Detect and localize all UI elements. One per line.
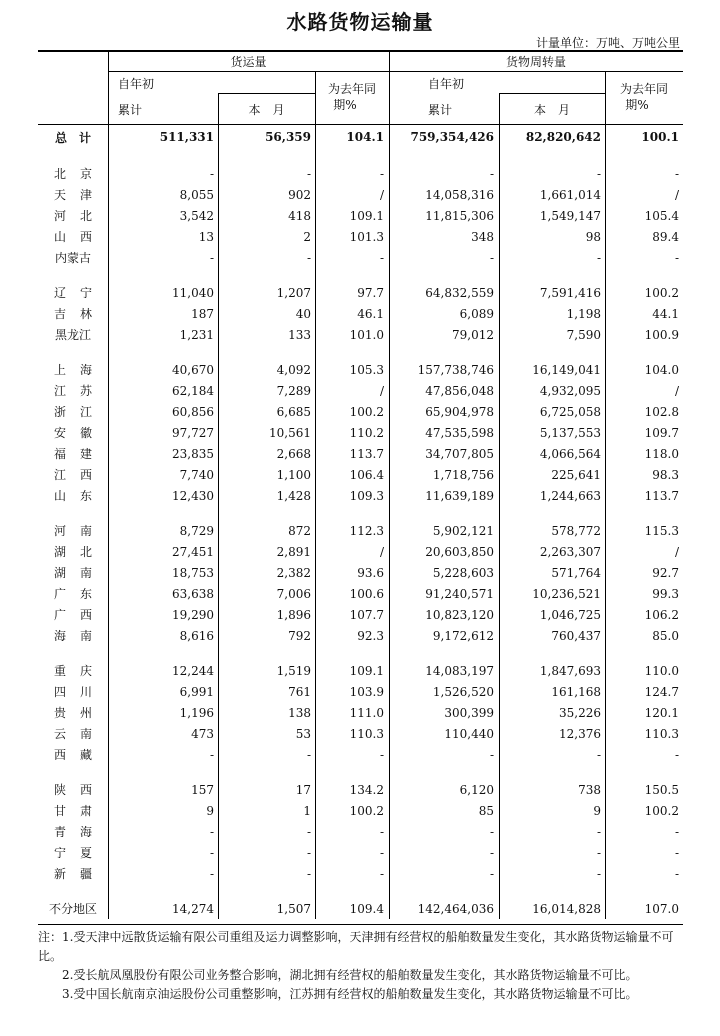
cell-yoy-volume: 101.0 (349, 327, 384, 342)
table-row (38, 443, 683, 464)
cell-month-volume: 1,519 (276, 663, 311, 678)
cell-cum-volume: 6,991 (179, 684, 214, 699)
cell-month-turnover: 12,376 (559, 726, 601, 741)
cell-cum-turnover: 85 (478, 803, 494, 818)
region-label: 山西 (53, 230, 106, 244)
cell-cum-volume: - (209, 166, 214, 181)
cell-yoy-volume: - (379, 845, 384, 860)
region-label: 宁夏 (53, 846, 106, 860)
region-label: 陕西 (53, 783, 106, 797)
cell-month-volume: - (306, 166, 311, 181)
cell-yoy-volume: 110.2 (349, 425, 384, 440)
cell-yoy-turnover: 150.5 (644, 782, 679, 797)
region-label: 河北 (53, 209, 106, 223)
cell-yoy-volume: - (379, 166, 384, 181)
group-spacer (38, 765, 683, 779)
table-body (38, 125, 683, 919)
cell-yoy-turnover: - (674, 866, 679, 881)
page-title: 水路货物运输量 (286, 10, 434, 34)
cell-cum-volume: 11,040 (172, 285, 214, 300)
cell-month-volume: - (306, 824, 311, 839)
cell-month-volume: 138 (288, 705, 311, 720)
cell-yoy-volume: 109.3 (349, 488, 384, 503)
cell-yoy-volume: 92.3 (357, 628, 384, 643)
cell-cum-volume: 187 (191, 306, 214, 321)
cell-cum-volume: 97,727 (172, 425, 214, 440)
cell-cum-volume: 14,274 (172, 901, 214, 916)
header-since-start: 自年初 (118, 77, 155, 91)
cell-yoy-turnover: 100.2 (644, 285, 679, 300)
region-label: 上海 (53, 363, 106, 377)
cell-yoy-turnover: 113.7 (644, 488, 679, 503)
cell-cum-volume: - (209, 250, 214, 265)
cell-month-volume: 40 (295, 306, 311, 321)
data-table (38, 50, 683, 919)
cell-cum-volume: 8,055 (179, 187, 214, 202)
cell-cum-volume: 473 (191, 726, 214, 741)
cell-yoy-turnover: 118.0 (644, 446, 679, 461)
cell-month-volume: 761 (288, 684, 311, 699)
cell-cum-turnover: 79,012 (452, 327, 494, 342)
cell-month-turnover: - (596, 250, 601, 265)
header-since-start-2: 自年初 (428, 77, 465, 91)
region-label: 山东 (53, 489, 106, 503)
region-label: 不分地区 (48, 902, 97, 916)
cell-month-turnover: - (596, 845, 601, 860)
cell-cum-volume: 18,753 (172, 565, 214, 580)
cell-yoy-volume: 113.7 (349, 446, 384, 461)
cell-yoy-volume: 104.1 (346, 130, 384, 144)
header-yoy-line1-2: 为去年同 (619, 82, 668, 96)
cell-yoy-turnover: 104.0 (644, 362, 679, 377)
cell-cum-volume: 8,729 (179, 523, 214, 538)
cell-cum-volume: 12,244 (172, 663, 214, 678)
cell-month-volume: - (306, 845, 311, 860)
cell-yoy-turnover: / (674, 187, 679, 202)
table-row (38, 723, 683, 744)
cell-month-turnover: 5,137,553 (539, 425, 601, 440)
table-row (38, 702, 683, 723)
cell-cum-turnover: 11,815,306 (425, 208, 494, 223)
cell-yoy-turnover: / (674, 383, 679, 398)
region-label: 广西 (53, 608, 106, 622)
cell-month-turnover: 6,725,058 (539, 404, 601, 419)
cell-cum-turnover: 300,399 (444, 705, 494, 720)
region-label: 天津 (53, 188, 106, 202)
cell-yoy-turnover: 120.1 (644, 705, 679, 720)
cell-yoy-volume: 106.4 (349, 467, 384, 482)
table-row (38, 247, 683, 268)
cell-cum-volume: 9 (206, 803, 214, 818)
cell-yoy-volume: 110.3 (349, 726, 384, 741)
cell-month-volume: 872 (288, 523, 311, 538)
header-freight-turnover: 货物周转量 (505, 55, 566, 69)
cell-cum-volume: 157 (191, 782, 214, 797)
cell-cum-volume: - (209, 747, 214, 762)
cell-cum-turnover: 110,440 (444, 726, 494, 741)
table-row (38, 800, 683, 821)
table-row (38, 744, 683, 765)
group-spacer (38, 506, 683, 520)
cell-cum-turnover: 142,464,036 (417, 901, 494, 916)
cell-yoy-volume: 109.4 (349, 901, 384, 916)
cell-cum-volume: 12,430 (172, 488, 214, 503)
header-yoy-line1: 为去年同 (327, 82, 376, 96)
cell-cum-volume: 63,638 (172, 586, 214, 601)
table-row (38, 541, 683, 562)
cell-cum-turnover: - (489, 866, 494, 881)
table-bottom-rule (38, 924, 683, 925)
cell-yoy-turnover: - (674, 747, 679, 762)
region-label: 湖北 (53, 545, 106, 559)
cell-cum-turnover: 6,120 (459, 782, 494, 797)
table-row (38, 422, 683, 443)
cell-month-turnover: 578,772 (551, 523, 601, 538)
group-spacer (38, 345, 683, 359)
header-cumulative-2: 累计 (428, 103, 453, 117)
cell-month-volume: - (306, 250, 311, 265)
cell-yoy-turnover: 106.2 (644, 607, 679, 622)
cell-yoy-turnover: 110.0 (644, 663, 679, 678)
table-row (38, 485, 683, 506)
cell-cum-turnover: - (489, 824, 494, 839)
region-label: 黑龙江 (54, 328, 91, 342)
cell-month-volume: 2,891 (276, 544, 311, 559)
cell-cum-volume: 27,451 (172, 544, 214, 559)
cell-month-turnover: 1,661,014 (539, 187, 601, 202)
cell-month-turnover: 161,168 (551, 684, 601, 699)
table-row (38, 163, 683, 184)
cell-cum-turnover: 10,823,120 (425, 607, 494, 622)
region-label: 安徽 (53, 426, 106, 440)
cell-yoy-turnover: / (674, 544, 679, 559)
region-label: 浙江 (53, 405, 106, 419)
cell-yoy-turnover: - (674, 845, 679, 860)
cell-yoy-turnover: 102.8 (644, 404, 679, 419)
cell-cum-turnover: 9,172,612 (432, 628, 494, 643)
cell-month-turnover: - (596, 747, 601, 762)
table-row (38, 681, 683, 702)
cell-yoy-volume: 103.9 (349, 684, 384, 699)
group-spacer (38, 149, 683, 163)
cell-month-volume: 7,006 (276, 586, 311, 601)
table-row (38, 863, 683, 884)
cell-cum-turnover: 65,904,978 (425, 404, 494, 419)
cell-cum-volume: 1,196 (179, 705, 214, 720)
cell-cum-volume: 23,835 (172, 446, 214, 461)
region-label: 福建 (53, 447, 106, 461)
cell-yoy-turnover: 107.0 (644, 901, 679, 916)
cell-yoy-volume: 107.7 (349, 607, 384, 622)
region-label: 湖南 (53, 566, 106, 580)
group-spacer (38, 646, 683, 660)
cell-yoy-turnover: - (674, 250, 679, 265)
cell-month-volume: 1,207 (276, 285, 311, 300)
table-row (38, 324, 683, 345)
cell-yoy-volume: / (379, 383, 384, 398)
table-row (38, 303, 683, 324)
cell-yoy-volume: 105.3 (349, 362, 384, 377)
region-label: 江苏 (53, 384, 106, 398)
table-row (38, 604, 683, 625)
cell-yoy-volume: 100.2 (349, 404, 384, 419)
cell-month-turnover: 571,764 (551, 565, 601, 580)
cell-month-volume: - (306, 866, 311, 881)
cell-cum-turnover: - (489, 166, 494, 181)
cell-yoy-turnover: 115.3 (644, 523, 679, 538)
cell-yoy-turnover: 100.9 (644, 327, 679, 342)
cell-cum-turnover: 1,718,756 (432, 467, 494, 482)
cell-yoy-volume: - (379, 866, 384, 881)
cell-cum-turnover: 1,526,520 (432, 684, 494, 699)
cell-month-turnover: 1,198 (566, 306, 601, 321)
table-row (38, 562, 683, 583)
group-spacer (38, 268, 683, 282)
cell-yoy-turnover: 44.1 (652, 306, 679, 321)
cell-month-volume: 10,561 (269, 425, 311, 440)
cell-month-volume: - (306, 747, 311, 762)
cell-month-volume: 4,092 (276, 362, 311, 377)
cell-month-volume: 2,382 (276, 565, 311, 580)
cell-cum-turnover: 759,354,426 (410, 130, 494, 144)
cell-month-volume: 7,289 (276, 383, 311, 398)
cell-month-turnover: 4,932,095 (539, 383, 601, 398)
cell-month-turnover: - (596, 824, 601, 839)
table-row (38, 282, 683, 303)
cell-month-turnover: 2,263,307 (539, 544, 601, 559)
cell-cum-volume: - (209, 845, 214, 860)
cell-cum-turnover: 14,083,197 (425, 663, 494, 678)
cell-month-volume: 17 (295, 782, 311, 797)
cell-month-turnover: 10,236,521 (532, 586, 601, 601)
cell-month-volume: 1,428 (276, 488, 311, 503)
cell-month-turnover: 4,066,564 (539, 446, 601, 461)
cell-month-volume: 418 (288, 208, 311, 223)
cell-month-turnover: 1,847,693 (539, 663, 601, 678)
cell-month-turnover: 98 (585, 229, 601, 244)
cell-yoy-volume: 46.1 (357, 306, 384, 321)
header-yoy-line2-2: 期% (625, 98, 649, 112)
cell-cum-turnover: 64,832,559 (425, 285, 494, 300)
cell-month-turnover: 1,046,725 (539, 607, 601, 622)
region-label: 辽宁 (53, 286, 106, 300)
cell-month-volume: 133 (288, 327, 311, 342)
table-row (38, 380, 683, 401)
note-1: 注：1.受天津中远散货运输有限公司重组及运力调整影响，天津拥有经营权的船舶数量发生变化，其水路货物运输量不可比。 (38, 930, 674, 963)
cell-month-turnover: 1,244,663 (539, 488, 601, 503)
cell-month-volume: 6,685 (276, 404, 311, 419)
region-label: 贵州 (53, 706, 106, 720)
cell-yoy-volume: 111.0 (349, 705, 384, 720)
cell-month-turnover: 738 (578, 782, 601, 797)
table-row (38, 184, 683, 205)
cell-yoy-volume: 112.3 (349, 523, 384, 538)
cell-cum-turnover: 34,707,805 (425, 446, 494, 461)
cell-yoy-turnover: - (674, 824, 679, 839)
cell-cum-volume: 8,616 (179, 628, 214, 643)
cell-month-turnover: 1,549,147 (539, 208, 601, 223)
cell-cum-turnover: 5,228,603 (432, 565, 494, 580)
cell-yoy-turnover: - (674, 166, 679, 181)
table-row (38, 205, 683, 226)
cell-cum-turnover: 47,535,598 (425, 425, 494, 440)
cell-cum-turnover: 11,639,189 (425, 488, 494, 503)
cell-cum-turnover: 6,089 (459, 306, 494, 321)
cell-month-volume: 1,100 (276, 467, 311, 482)
cell-yoy-volume: - (379, 824, 384, 839)
cell-yoy-volume: 93.6 (357, 565, 384, 580)
table-row (38, 583, 683, 604)
cell-yoy-turnover: 89.4 (652, 229, 679, 244)
cell-month-turnover: 760,437 (551, 628, 601, 643)
cell-month-turnover: - (596, 166, 601, 181)
region-label: 北京 (53, 167, 106, 181)
cell-month-turnover: 16,149,041 (532, 362, 601, 377)
region-label: 吉林 (53, 307, 106, 321)
cell-month-turnover: 16,014,828 (532, 901, 601, 916)
cell-yoy-turnover: 100.1 (641, 130, 679, 144)
unit-label: 计量单位：万吨、万吨公里 (535, 36, 680, 50)
table-row (38, 520, 683, 541)
note-3: 3.受中国长航南京油运股份公司重整影响，江苏拥有经营权的船舶数量发生变化，其水路货物运输量不可比。 (62, 987, 638, 1001)
cell-month-volume: 56,359 (265, 130, 311, 144)
region-label: 重庆 (53, 664, 106, 678)
table-row (38, 226, 683, 247)
cell-yoy-volume: 109.1 (349, 208, 384, 223)
region-label: 云南 (53, 727, 106, 741)
cell-month-volume: 2,668 (276, 446, 311, 461)
cell-yoy-volume: - (379, 250, 384, 265)
table-row (38, 898, 683, 919)
region-label: 新疆 (53, 867, 106, 881)
table-row (38, 464, 683, 485)
table-row (38, 842, 683, 863)
header-cumulative: 累计 (118, 103, 143, 117)
region-label: 四川 (53, 685, 106, 699)
cell-cum-volume: 19,290 (172, 607, 214, 622)
cell-cum-turnover: 157,738,746 (417, 362, 494, 377)
cell-cum-volume: 7,740 (179, 467, 214, 482)
cell-yoy-turnover: 92.7 (652, 565, 679, 580)
cell-cum-volume: 1,231 (179, 327, 214, 342)
region-label: 海南 (53, 629, 106, 643)
table-row (38, 359, 683, 380)
region-label: 广东 (53, 587, 106, 601)
region-label: 江西 (53, 468, 106, 482)
cell-cum-turnover: 91,240,571 (425, 586, 494, 601)
region-label: 西藏 (53, 748, 106, 762)
cell-yoy-turnover: 110.3 (644, 726, 679, 741)
cell-month-turnover: 82,820,642 (525, 130, 601, 144)
header-this-month-2: 本 月 (533, 103, 570, 117)
cell-cum-volume: 60,856 (172, 404, 214, 419)
cell-cum-turnover: - (489, 747, 494, 762)
cell-month-volume: 1 (303, 803, 311, 818)
cell-month-volume: 1,507 (276, 901, 311, 916)
cell-yoy-volume: / (379, 187, 384, 202)
cell-yoy-turnover: 109.7 (644, 425, 679, 440)
region-label: 河南 (53, 524, 106, 538)
table-row (38, 660, 683, 681)
cell-cum-turnover: 47,856,048 (425, 383, 494, 398)
cell-month-volume: 1,896 (276, 607, 311, 622)
cell-yoy-volume: 100.6 (349, 586, 384, 601)
cell-yoy-turnover: 100.2 (644, 803, 679, 818)
cell-cum-volume: 62,184 (172, 383, 214, 398)
cell-month-turnover: - (596, 866, 601, 881)
cell-month-turnover: 225,641 (551, 467, 601, 482)
table-row (38, 821, 683, 842)
total-label: 总 计 (54, 130, 91, 145)
cell-yoy-turnover: 105.4 (644, 208, 679, 223)
cell-yoy-volume: 134.2 (349, 782, 384, 797)
cell-month-turnover: 9 (593, 803, 601, 818)
total-row (38, 125, 683, 149)
cell-yoy-volume: 97.7 (357, 285, 384, 300)
cell-cum-volume: 511,331 (159, 130, 214, 144)
region-label: 青海 (53, 825, 106, 839)
cell-month-turnover: 7,591,416 (539, 285, 601, 300)
cell-month-volume: 792 (288, 628, 311, 643)
cell-cum-volume: 40,670 (172, 362, 214, 377)
cell-month-volume: 902 (288, 187, 311, 202)
cell-cum-turnover: - (489, 845, 494, 860)
cell-yoy-volume: / (379, 544, 384, 559)
cell-yoy-turnover: 99.3 (652, 586, 679, 601)
cell-cum-turnover: - (489, 250, 494, 265)
region-label: 内蒙古 (54, 251, 91, 265)
cell-cum-turnover: 348 (471, 229, 494, 244)
cell-cum-volume: 13 (198, 229, 214, 244)
cell-cum-volume: 3,542 (179, 208, 214, 223)
cell-cum-turnover: 14,058,316 (425, 187, 494, 202)
cell-cum-turnover: 5,902,121 (432, 523, 494, 538)
cell-month-volume: 53 (295, 726, 311, 741)
cell-yoy-turnover: 85.0 (652, 628, 679, 643)
header-yoy-line2: 期% (333, 98, 357, 112)
cell-month-turnover: 35,226 (559, 705, 601, 720)
cell-yoy-volume: - (379, 747, 384, 762)
footnotes (38, 928, 683, 1004)
table-header (38, 50, 683, 125)
cell-yoy-turnover: 98.3 (652, 467, 679, 482)
cell-yoy-volume: 100.2 (349, 803, 384, 818)
cell-cum-turnover: 20,603,850 (425, 544, 494, 559)
header-this-month: 本 月 (248, 103, 285, 117)
cell-yoy-volume: 109.1 (349, 663, 384, 678)
table-row (38, 401, 683, 422)
cell-yoy-volume: 101.3 (349, 229, 384, 244)
cell-cum-volume: - (209, 866, 214, 881)
region-label: 甘肃 (53, 804, 106, 818)
cell-month-turnover: 7,590 (566, 327, 601, 342)
cell-month-volume: 2 (303, 229, 311, 244)
header-freight-volume: 货运量 (230, 55, 267, 69)
cell-cum-volume: - (209, 824, 214, 839)
group-spacer (38, 884, 683, 898)
cell-yoy-turnover: 124.7 (644, 684, 679, 699)
note-2: 2.受长航凤凰股份有限公司业务整合影响，湖北拥有经营权的船舶数量发生变化，其水路货物运输量不可比。 (62, 968, 638, 982)
table-row (38, 779, 683, 800)
table-row (38, 625, 683, 646)
